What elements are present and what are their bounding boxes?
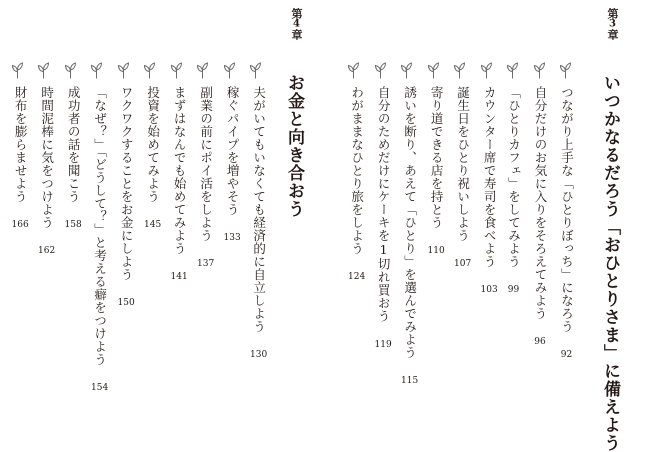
toc-entry[interactable] <box>224 86 241 243</box>
toc-entry[interactable] <box>375 86 392 350</box>
toc-entry-page-number: 158 <box>64 220 82 230</box>
toc-entry-page-number: 107 <box>454 259 472 269</box>
toc-entry[interactable] <box>12 86 29 230</box>
toc-entry-title: 誘いを断り、あえて「ひとり」を選んでみよう <box>402 86 418 359</box>
leaf-bullet-icon <box>170 62 183 79</box>
leaf-bullet-icon <box>64 62 77 79</box>
toc-entry-title: カウンター席で寿司を食べよう <box>482 86 498 268</box>
toc-entry-page-number: 137 <box>197 259 215 269</box>
toc-entry[interactable] <box>401 86 418 386</box>
toc-entry-page-number: 130 <box>250 350 268 360</box>
toc-entry-page-number: 133 <box>223 233 241 243</box>
toc-entry-title: 誕生日をひとり祝いしよう <box>455 86 471 242</box>
toc-entry-title: つながり上手な「ひとりぼっち」になろう <box>559 86 575 333</box>
leaf-bullet-icon <box>533 62 546 79</box>
toc-entry-title: 成功者の話を聞こう <box>66 86 82 203</box>
toc-entry-page-number: 119 <box>374 339 392 350</box>
toc-entry-page-number: 162 <box>38 246 56 256</box>
toc-entry-title: 「なぜ？」「どうして？」と考える癖をつけよう <box>92 86 108 366</box>
leaf-bullet-icon <box>37 62 50 79</box>
toc-entry[interactable] <box>197 86 214 269</box>
toc-entry[interactable] <box>38 86 55 256</box>
leaf-bullet-icon <box>427 62 440 79</box>
toc-entry[interactable] <box>507 86 520 295</box>
toc-entry-title: 稼ぐパイプを増やそう <box>225 86 241 216</box>
toc-entry[interactable] <box>250 86 267 360</box>
toc-entry-page-number: 103 <box>480 285 498 295</box>
leaf-bullet-icon <box>223 62 236 79</box>
toc-entry[interactable] <box>65 86 82 230</box>
toc-entry-page-number: 141 <box>170 272 188 282</box>
toc-entry[interactable] <box>428 86 445 256</box>
toc-entry[interactable] <box>534 86 547 347</box>
toc-entry-title: 寄り道できる店を持とう <box>429 86 445 229</box>
chapter4-title: お金と向き合おう <box>284 74 304 218</box>
leaf-bullet-icon <box>400 62 413 79</box>
toc-entry-title: 時間泥棒に気をつけよう <box>39 86 55 229</box>
toc-entry-title: わがままなひとり旅をしよう <box>349 86 365 255</box>
leaf-bullet-icon <box>249 62 262 79</box>
leaf-bullet-icon <box>117 62 130 79</box>
toc-entry-title: ワクワクすることをお金にしよう <box>119 86 135 281</box>
toc-entry-title: まずはなんでも始めてみよう <box>172 86 188 255</box>
toc-entry-page-number: 154 <box>91 382 109 393</box>
toc-entry[interactable] <box>118 86 135 308</box>
toc-entry[interactable] <box>454 86 471 269</box>
leaf-bullet-icon <box>196 62 209 79</box>
toc-entry-title: 副業の前にポイ活をしよう <box>198 86 214 242</box>
toc-entry-title: 自分だけのお気に入りをそろえてみよう <box>533 86 548 320</box>
leaf-bullet-icon <box>90 62 103 79</box>
toc-entry-title: 夫がいてもいなくても経済的に自立しよう <box>251 86 267 333</box>
toc-entry-page-number: 96 <box>534 337 546 347</box>
chapter3-label: 第3章 <box>606 8 619 40</box>
toc-entry-page-number: 166 <box>11 220 29 230</box>
toc-entry[interactable] <box>348 86 365 282</box>
toc-entry[interactable] <box>144 86 161 230</box>
toc-entry[interactable] <box>481 86 498 295</box>
leaf-bullet-icon <box>143 62 156 79</box>
toc-entry-page-number: 99 <box>507 285 520 295</box>
toc-entry-title: 投資を始めてみよう <box>145 86 161 203</box>
leaf-bullet-icon <box>374 62 387 79</box>
toc-entry-title: 自分のためだけにケーキを1切れ買おう <box>376 86 392 323</box>
toc-entry[interactable] <box>171 86 188 282</box>
chapter3-title: いつかなるだろう「おひとりさま」に備えよう <box>600 74 620 452</box>
chapter4-label: 第4章 <box>290 8 303 40</box>
toc-entry-page-number: 124 <box>348 272 366 282</box>
toc-entry-page-number: 145 <box>144 220 162 230</box>
leaf-bullet-icon <box>11 62 24 79</box>
leaf-bullet-icon <box>453 62 466 79</box>
toc-entry[interactable] <box>560 86 573 360</box>
toc-entry-title: 財布を膨らませよう <box>13 86 29 203</box>
leaf-bullet-icon <box>480 62 493 79</box>
toc-entry-page-number: 110 <box>427 246 445 256</box>
toc-entry-page-number: 115 <box>401 376 419 386</box>
toc-entry-page-number: 92 <box>560 350 573 360</box>
leaf-bullet-icon <box>559 62 572 79</box>
toc-entry-title: 「ひとりカフェ」をしてみよう <box>506 86 522 268</box>
toc-entry[interactable] <box>91 86 108 393</box>
leaf-bullet-icon <box>506 62 519 79</box>
leaf-bullet-icon <box>347 62 360 79</box>
toc-entry-page-number: 150 <box>117 298 135 308</box>
